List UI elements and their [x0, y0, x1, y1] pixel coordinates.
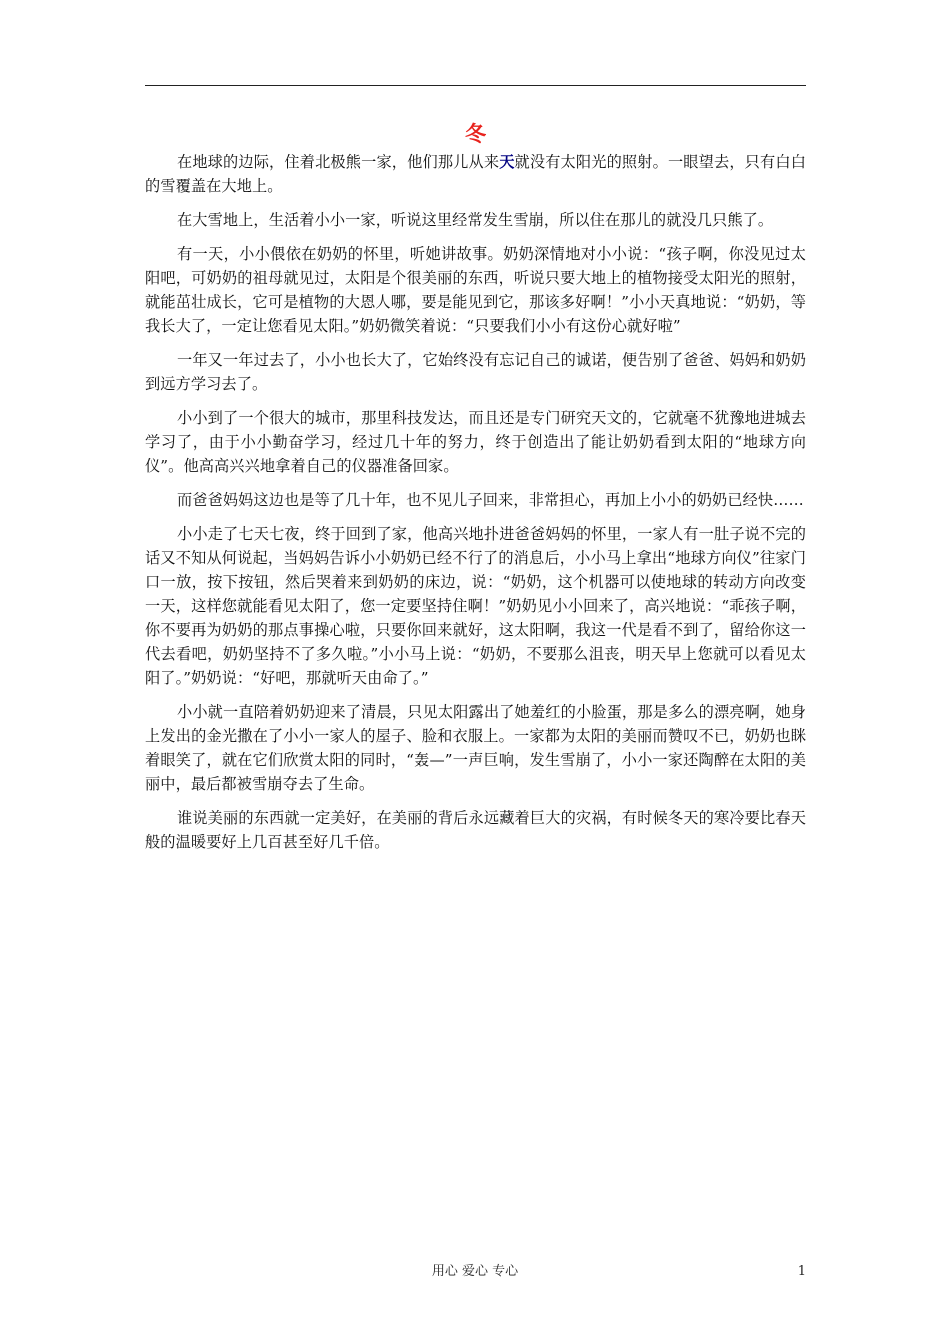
paragraph-9: 谁说美丽的东西就一定美好，在美丽的背后永远藏着巨大的灾祸，有时候冬天的寒冷要比春天般的温暖要好上几百甚至好几千倍。: [145, 809, 806, 851]
paragraph-2: 在大雪地上，生活着小小一家，听说这里经常发生雪崩，所以住在那儿的就没几只熊了。: [177, 211, 774, 229]
header-rule: [145, 85, 806, 86]
document-body: [145, 150, 806, 864]
highlighted-word: 天: [499, 153, 515, 171]
page-number: 1: [797, 1264, 806, 1279]
paragraph-4: 一年又一年过去了，小小也长大了，它始终没有忘记自己的诚诺，便告别了爸爸、妈妈和奶奶到远方学习去了。: [145, 351, 806, 393]
footer-slogan: 用心 爱心 专心: [431, 1264, 519, 1279]
paragraph-6: 而爸爸妈妈这边也是等了几十年，也不见儿子回来，非常担心，再加上小小的奶奶已经快……: [177, 491, 804, 509]
document-title: [145, 120, 806, 148]
paragraph-8: 小小就一直陪着奶奶迎来了清晨，只见太阳露出了她羞红的小脸蛋，那是多么的漂亮啊，她身上发出的金光撒在了小小一家人的屋子、脸和衣服上。一家都为太阳的美丽而赞叹不已，奶奶也眯着眼笑了，就在它们欣赏太阳的同时，“轰—”一声巨响，发生雪崩了，小小一家还陶醉在太阳的美丽中，最后都被雪崩夺去了生命。: [145, 703, 806, 793]
paragraph-1: 在地球的边际，住着北极熊一家，他们那儿从来天就没有太阳光的照射。一眼望去，只有白白的雪覆盖在大地上。: [145, 153, 806, 195]
paragraph-7: 小小走了七天七夜，终于回到了家，他高兴地扑进爸爸妈妈的怀里，一家人有一肚子说不完的话又不知从何说起，当妈妈告诉小小奶奶已经不行了的消息后，小小马上拿出“地球方向仪”往家门口一放，按下按钮，然后哭着来到奶奶的床边，说：“奶奶，这个机器可以使地球的转动方向改变一天，这样您就能看见太阳了，您一定要坚持住啊！”奶奶见小小回来了，高兴地说：“乖孩子啊，你不要再为奶奶的那点事操心啦，只要你回来就好，这太阳啊，我这一代是看不到了，留给你这一代去看吧，奶奶坚持不了多久啦。”小小马上说：“奶奶，不要那么沮丧，明天早上您就可以看见太阳了。”奶奶说：“好吧，那就听天由命了。”: [145, 525, 806, 687]
paragraph-3: 有一天，小小偎依在奶奶的怀里，听她讲故事。奶奶深情地对小小说：“孩子啊，你没见过太阳吧，可奶奶的祖母就见过，太阳是个很美丽的东西，听说只要大地上的植物接受太阳光的照射，就能茁壮成长，它可是植物的大恩人哪，要是能见到它，那该多好啊！”小小天真地说：“奶奶，等我长大了，一定让您看见太阳。”奶奶微笑着说：“只要我们小小有这份心就好啦”: [145, 245, 806, 335]
title-text: 冬: [465, 121, 486, 146]
paragraph-5: 小小到了一个很大的城市，那里科技发达，而且还是专门研究天文的，它就毫不犹豫地进城去学习了，由于小小勤奋学习，经过几十年的努力，终于创造出了能让奶奶看到太阳的“地球方向仪”。他高高兴兴地拿着自己的仪器准备回家。: [145, 409, 806, 475]
